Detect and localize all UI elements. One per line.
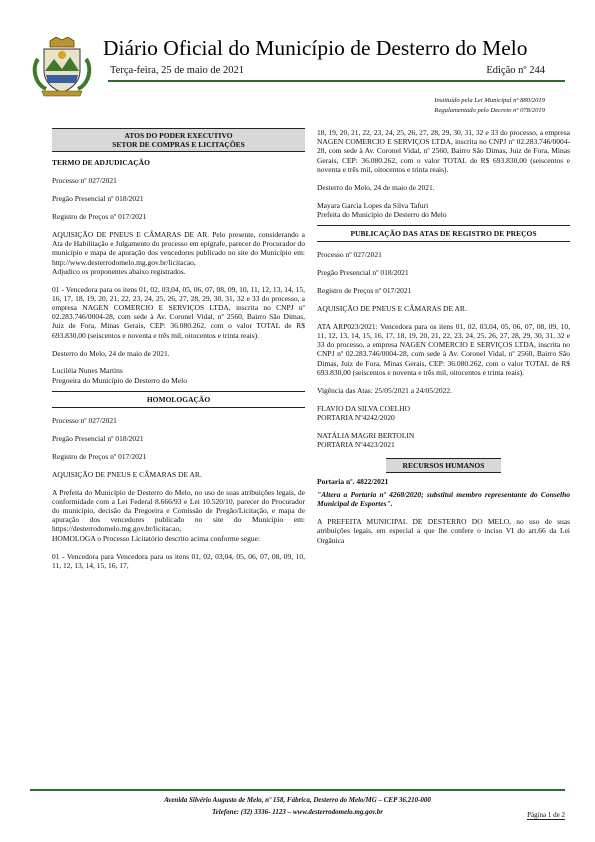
section-title-purchasing: SETOR DE COMPRAS E LICITAÇÕES	[112, 140, 245, 150]
adjudication-text-end: Adjudico os proponentes abaixo registrados.	[52, 266, 186, 276]
hom-price-registry-number: Registro de Preços nº 017/2021	[52, 451, 147, 461]
signatory-role: Pregoeira do Município de Desterro do Melo	[52, 375, 187, 385]
footer-contact: Telefone: (32) 3336- 1123 – www.desterrodomelo.mg.gov.br	[212, 808, 383, 816]
institution-decree: Regulamentado pelo Decreto nº 078/2019	[434, 107, 545, 114]
ata-validity: Vigência das Atas: 25/05/2021 a 24/05/2022.	[317, 385, 452, 395]
official-ordinance-1: PORTARIA Nº4242/2020	[317, 412, 395, 422]
footer-address: Avenida Silvério Augusto de Melo, nº 158, Fábrica, Desterro do Melo/MG – CEP 36.210-000	[164, 796, 431, 804]
institution-note	[434, 96, 545, 116]
adjudication-text: AQUISIÇÃO DE PNEUS E CÂMARAS DE AR. Pelo presente, considerando a Ata de Habilitação e Julgamento do processo em epígrafe, parecer do Procurador do município e mapa de apuração dos vencedores publicado no site do Município em: http://www.desterrodomelo.mg.gov.br/licitacao,	[52, 229, 305, 267]
signature-date: Desterro do Melo, 24 de maio de 2021.	[52, 348, 170, 358]
official-name-1: FLAVIO DA SILVA COELHO	[317, 403, 411, 413]
homologation-text-end: HOMOLOGA o Processo Licitatório descrito acima conforme segue:	[52, 533, 261, 543]
price-registry-number: Registro de Preços nº 017/2021	[52, 212, 147, 222]
official-ordinance-2: PORTARIA Nº4423/2021	[317, 439, 395, 449]
hom-signature-date: Desterro do Melo, 24 de maio de 2021.	[317, 182, 435, 192]
winner-paragraph: 01 - Vencedora para os itens 01, 02, 03,04, 05, 06, 07, 08, 09, 10, 11, 12, 13, 14, 15, 16, 17, 18, 19, 20, 21, 22, 23, 24, 25, 26, 27, 28, 29, 30, 31, 32 e 33 do processo, a empresa NAGEN COMERCIO E SERVIÇOS LTDA, inscrita no CNPJ nº 02.283.746/0004-28, com sede à Av. Coronel Vidal, nº 2560, Bairro São Dimas, Juiz de Fora, Minas Gerais, CEP: 36.080.262, com o valor TOTAL de R$ 693.830,00 (seiscentos e noventa e três mil, oitocentos e trinta reais).	[52, 284, 305, 340]
signatory-name: Luciléia Nunes Martins	[52, 366, 123, 376]
ata-paragraph: ATA ARP023/2021: Vencedora para os itens 01, 02, 03,04, 05, 06, 07, 08, 09, 10, 11, 12, 13, 14, 15, 16, 17, 18, 19, 20, 21, 22, 23, 24, 25, 26, 27, 28, 29, 30, 31, 32 e 33 do processo, a empresa NAGEN COMERCIO E SERVIÇOS LTDA, inscrita no CNPJ nº 02.283.746/0004-28, com sede à Av. Coronel Vidal, nº 2560, Bairro São Dimas, Juiz de Fora, Minas Gerais, CEP: 36.080.262, com o valor TOTAL de R$ 693.830,00 (seiscentos e noventa e três mil, oitocentos e trinta reais).	[317, 321, 570, 377]
pub-object: AQUISIÇÃO DE PNEUS E CÂMARAS DE AR.	[317, 303, 467, 313]
municipal-coat-of-arms-icon	[30, 37, 94, 97]
ordinance-summary: "Altera a Portaria nº 4268/2020; substitui membro representante do Conselho Municipal de Esportes".	[317, 490, 570, 509]
homologation-text: A Prefeita do Município de Desterro do Melo, no uso de suas atribuições legais, de conformidade com a Lei Federal 8.666/93 e Lei 10.520/10, parecer do Procurador do município, decisão da Pregoeira e Comissão de Pregão/Licitação, e mapa de apuração dos vencedores publicado no site do Município em: https://desterrodomelo.mg.gov.br/licitacao,	[52, 487, 305, 534]
pub-auction-number: Pregão Presencial nº 018/2021	[317, 268, 409, 278]
mayor-role: Prefeita do Município de Desterro do Melo	[317, 209, 447, 219]
official-name-2: NATÁLIA MAGRI BERTOLIN	[317, 430, 415, 440]
pub-price-registry-number: Registro de Preços nº 017/2021	[317, 285, 412, 295]
hom-auction-number: Pregão Presencial nº 018/2021	[52, 433, 144, 443]
process-number: Processo nº 027/2021	[52, 176, 117, 186]
edition-number: Edição nº 244	[486, 65, 545, 76]
page-number: Página 1 de 2	[527, 811, 565, 819]
footer-divider	[30, 789, 565, 791]
hom-object: AQUISIÇÃO DE PNEUS E CÂMARAS DE AR.	[52, 469, 202, 479]
ordinance-body: A PREFEITA MUNICIPAL DE DESTERRO DO MELO, no uso de suas atribuições legais, em especial a que lhe confere o inciso VI do art.66 da Lei Orgânica	[317, 517, 570, 545]
publication-title: PUBLICAÇÃO DAS ATAS DE REGISTRO DE PREÇOS	[317, 225, 570, 242]
hom-process-number: Processo nº 027/2021	[52, 416, 117, 426]
section-title-executive: ATOS DO PODER EXECUTIVO	[124, 131, 233, 140]
issue-date: Terça-feira, 25 de maio de 2021	[110, 65, 244, 76]
newspaper-title: Diário Oficial do Município de Desterro do Melo	[103, 36, 528, 60]
auction-number: Pregão Presencial nº 018/2021	[52, 194, 144, 204]
right-column	[317, 128, 570, 554]
section-header	[52, 128, 305, 152]
left-column	[52, 128, 305, 579]
homologation-title: HOMOLOGAÇÃO	[52, 391, 305, 408]
pub-process-number: Processo nº 027/2021	[317, 250, 382, 260]
ordinance-title: Portaria nº. 4822/2021	[317, 476, 389, 486]
human-resources-header: RECURSOS HUMANOS	[386, 458, 501, 473]
hom-winner-continued: 18, 19, 20, 21, 22, 23, 24, 25, 26, 27, 28, 29, 30, 31, 32 e 33 do processo, a empresa NAGEN COMERCIO E SERVIÇOS LTDA, inscrita no CNPJ nº 02.283.746/0004-28, com sede à Av. Coronel Vidal, nº 2560, Bairro São Dimas, Juiz de Fora, Minas Gerais, CEP: 36.080.262, com o valor TOTAL de R$ 693.830,00 (seiscentos e noventa e três mil, oitocentos e trinta reais).	[317, 128, 570, 174]
mayor-name: Mayara Garcia Lopes da Silva Tafuri	[317, 200, 429, 210]
adjudication-title: TERMO DE ADJUDICAÇÃO	[52, 158, 150, 168]
header-divider	[108, 80, 565, 82]
institution-law: Instituído pela Lei Municipal nº 880/2019	[434, 97, 545, 104]
hom-winner-paragraph: 01 - Vencedora para Vencedora para os itens 01, 02, 03,04, 05, 06, 07, 08, 09, 10, 11, 12, 13, 14, 15, 16, 17,	[52, 551, 305, 570]
